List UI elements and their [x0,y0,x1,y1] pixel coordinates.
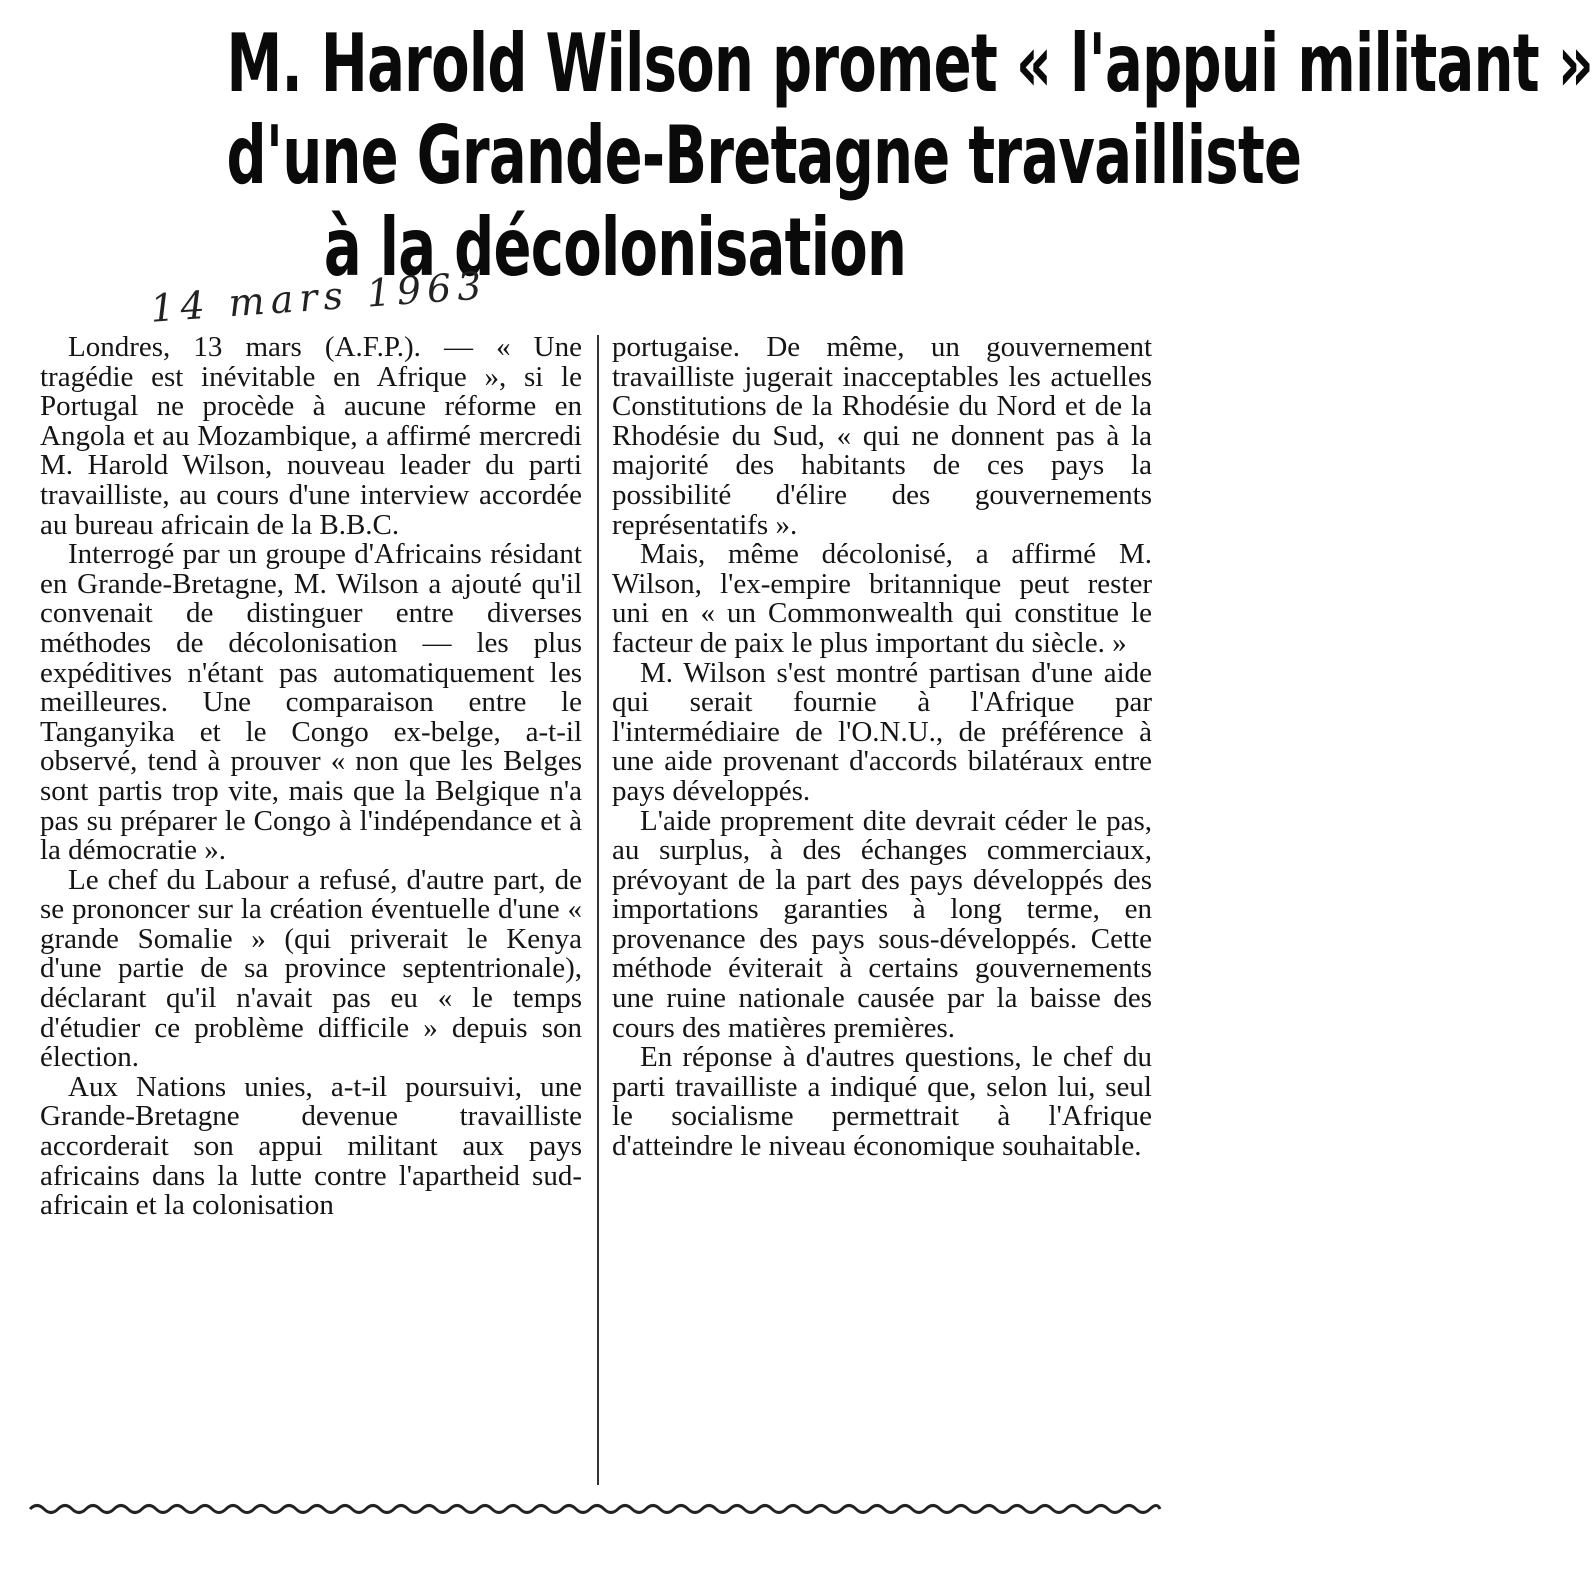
article-paragraph: L'aide proprement dite devrait céder le pas, au surplus, à des échanges commerciaux, prévoyant de la part des pays développés des importations garanties à long terme, en provenance des pays sous-développés. Cette méthode éviterait à certains gouvernements une ruine nationale causée par la baisse des cours des matières premières. [612,804,1152,1044]
article-paragraph: M. Wilson s'est montré partisan d'une aide qui serait fournie à l'Afrique par l'intermédiaire de l'O.N.U., de préférence à une aide provenant d'accords bilatéraux entre pays développés. [612,656,1152,807]
article-paragraph: portugaise. De même, un gouvernement travailliste jugerait inacceptables les actuelles Constitutions de la Rhodésie du Nord et de la Rhodésie du Sud, « qui ne donnent pas à la majorité des habitants de ces pays la possibilité d'élire des gouvernements représentatifs ». [612,331,1152,541]
headline-line-2: d'une Grande-Bretagne travailliste [226,109,1302,202]
column-divider [597,335,599,1485]
article-paragraph: Interrogé par un groupe d'Africains résidant en Grande-Bretagne, M. Wilson a ajouté qu'il convenait de distinguer entre diverses méthodes de décolonisation — les plus expéditives n'étant pas automatiquement les meilleures. Une comparaison entre le Tanganyika et le Congo ex-belge, a-t-il observé, tend à prouver « non que les Belges sont partis trop vite, mais que la Belgique n'a pas su préparer le Congo à l'indépendance et à la démocratie ». [40,538,582,867]
article-column-right [612,333,1152,1162]
headline-line-1: M. Harold Wilson promet « l'appui militant » [226,17,1593,110]
article-paragraph: Le chef du Labour a refusé, d'autre part, de se prononcer sur la création éventuelle d'une « grande Somalie » (qui priverait le Kenya d'une partie de sa province septentrionale), déclarant qu'il n'avait pas eu « le temps d'étudier ce problème difficile » depuis son élection. [40,863,582,1074]
article-paragraph: En réponse à d'autres questions, le chef du parti travailliste a indiqué que, selon lui, seul le socialisme permettrait à l'Afrique d'atteindre le niveau économique souhaitable. [612,1041,1152,1163]
headline-line-3: à la décolonisation [323,201,907,294]
headline [226,17,1593,294]
article-paragraph: Mais, même décolonisé, a affirmé M. Wilson, l'ex-empire britannique peut rester uni en « un Commonwealth qui constitue le facteur de paix le plus important du siècle. » [612,538,1152,659]
article-paragraph: Londres, 13 mars (A.F.P.). — « Une tragédie est inévitable en Afrique », si le Portugal ne procède à aucune réforme en Angola et au Mozambique, a affirmé mercredi M. Harold Wilson, nouveau leader du parti travailliste, au cours d'une interview accordée au bureau africain de la B.B.C. [40,331,582,541]
article-paragraph: Aux Nations unies, a-t-il poursuivi, une Grande-Bretagne devenue travailliste accorderait son appui militant aux pays africains dans la lutte contre l'apartheid sud-africain et la colonisation [40,1070,582,1222]
wavy-bottom-rule [30,1500,1160,1518]
article-column-left [40,333,582,1221]
handwritten-date-annotation: 14 mars 1963 [148,263,489,331]
